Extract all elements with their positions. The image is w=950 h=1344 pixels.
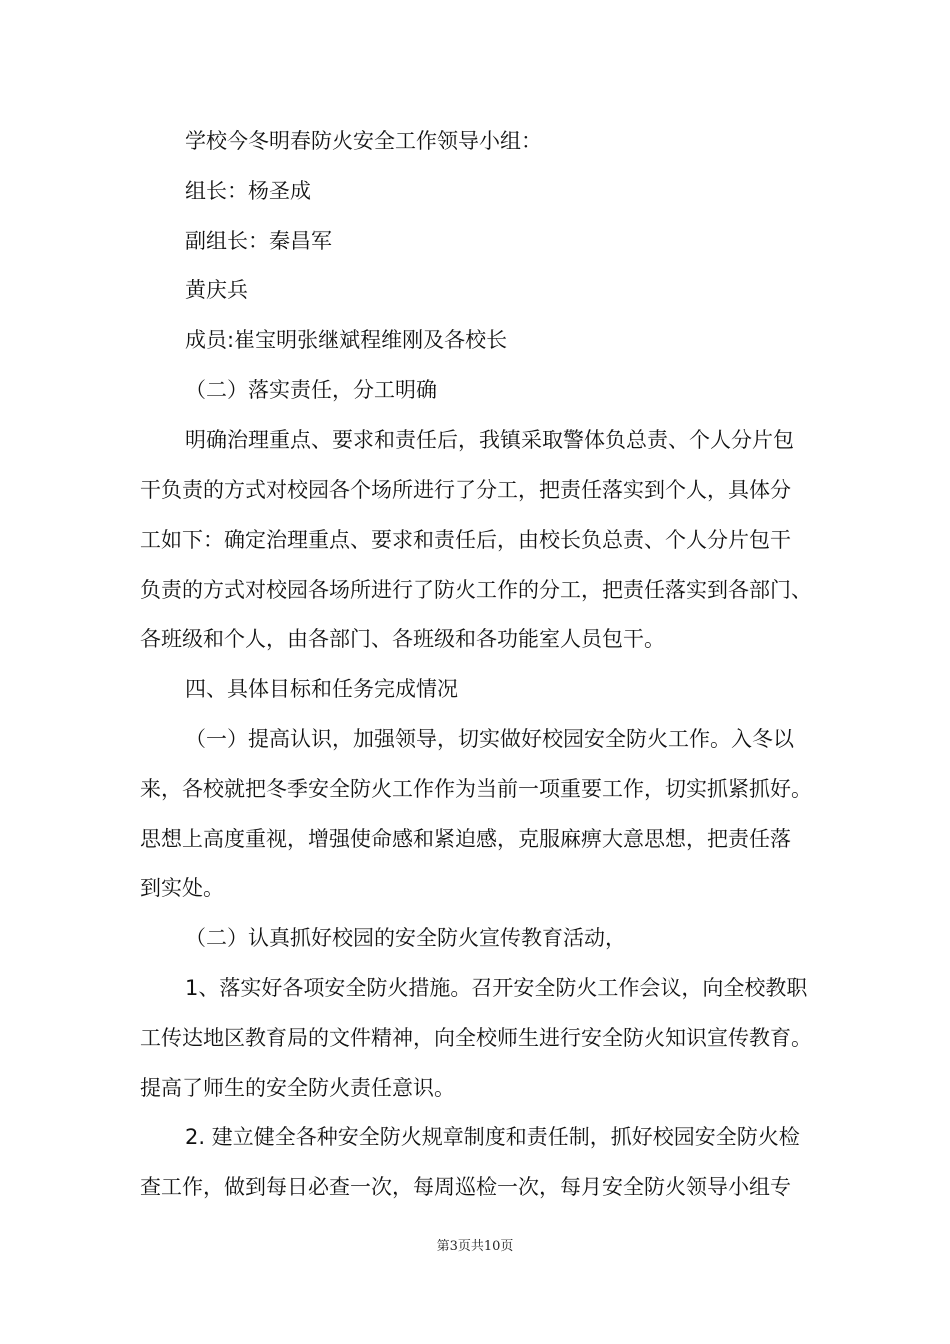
text-line: 思想上高度重视，增强使命感和紧迫感，克服麻痹大意思想，把责任落 xyxy=(140,827,791,851)
text-line: （一）提高认识，加强领导，切实做好校园安全防火工作。入冬以 xyxy=(185,727,794,751)
text-line: 工传达地区教育局的文件精神，向全校师生进行安全防火知识宣传教育。 xyxy=(140,1026,812,1050)
text-line: 1、落实好各项安全防火措施。召开安全防火工作会议，向全校教职 xyxy=(185,976,808,1000)
text-line: 2. 建立健全各种安全防火规章制度和责任制，抓好校园安全防火检 xyxy=(185,1125,800,1149)
text-line: 工如下：确定治理重点、要求和责任后，由校长负总责、个人分片包干 xyxy=(140,528,791,552)
text-line: 副组长：秦昌军 xyxy=(185,229,332,253)
text-line: 组长：杨圣成 xyxy=(185,179,311,203)
text-line: 明确治理重点、要求和责任后，我镇采取警体负总责、个人分片包 xyxy=(185,428,794,452)
text-line: 到实处。 xyxy=(140,876,224,900)
text-line: 黄庆兵 xyxy=(185,278,248,302)
text-line: 查工作，做到每日必查一次，每周巡检一次，每月安全防火领导小组专 xyxy=(140,1175,791,1199)
text-line: 干负责的方式对校园各个场所进行了分工，把责任落实到个人，具体分 xyxy=(140,478,791,502)
text-line: 负责的方式对校园各场所进行了防火工作的分工，把责任落实到各部门、 xyxy=(140,578,812,602)
text-line: 来，各校就把冬季安全防火工作作为当前一项重要工作，切实抓紧抓好。 xyxy=(140,777,812,801)
text-line: 各班级和个人，由各部门、各班级和各功能室人员包干。 xyxy=(140,627,665,651)
text-line: 成员:崔宝明张继斌程维刚及各校长 xyxy=(185,328,508,352)
text-line: 提高了师生的安全防火责任意识。 xyxy=(140,1076,455,1100)
section-heading: 四、具体目标和任务完成情况 xyxy=(185,677,458,701)
section-heading: （二）认真抓好校园的安全防火宣传教育活动， xyxy=(185,926,626,950)
page-number-footer: 第3页共10页 xyxy=(436,1239,514,1254)
section-heading: （二）落实责任，分工明确 xyxy=(185,378,437,402)
text-line: 学校今冬明春防火安全工作领导小组： xyxy=(185,129,542,153)
